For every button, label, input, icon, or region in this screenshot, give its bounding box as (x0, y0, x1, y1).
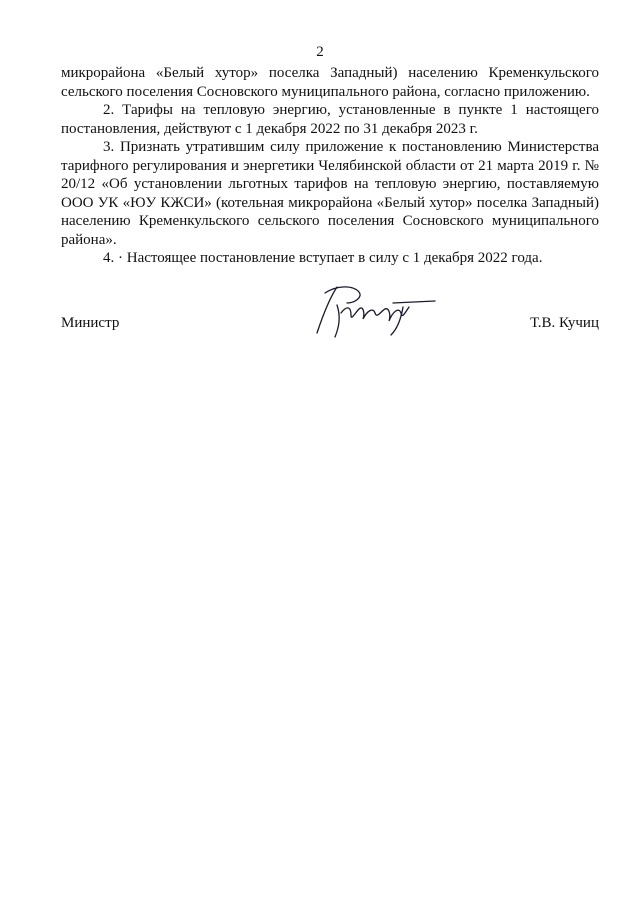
signature-block (61, 310, 599, 350)
paragraph-continuation: микрорайона «Белый хутор» поселка Западный) населению Кременкульского сельского поселения Сосновского муниципального района, согласно приложению. (61, 65, 599, 100)
paragraph-item-4: 4. · Настоящее постановление вступает в силу с 1 декабря 2022 года. (103, 250, 543, 266)
handwritten-signature (307, 283, 437, 339)
paragraph-item-3: 3. Признать утратившим силу приложение к постановлению Министерства тарифного регулирования и энергетики Челябинской области от 21 марта 2019 г. № 20/12 «Об установлении льготных тарифов на тепловую энергию, поставляемую ООО УК «ЮУ КЖСИ» (котельная микрорайона «Белый хутор» поселка Западный) населению Кременкульского сельского поселения Сосновского муниципального района». (61, 139, 599, 248)
paragraph-item-2: 2. Тарифы на тепловую энергию, установленные в пункте 1 настоящего постановления, действуют с 1 декабря 2022 по 31 декабря 2023 г. (61, 102, 599, 137)
signatory-name: Т.В. Кучиц (530, 315, 599, 331)
document-body (61, 64, 599, 268)
signatory-role: Министр (61, 315, 120, 331)
page-number: 2 (316, 44, 324, 60)
